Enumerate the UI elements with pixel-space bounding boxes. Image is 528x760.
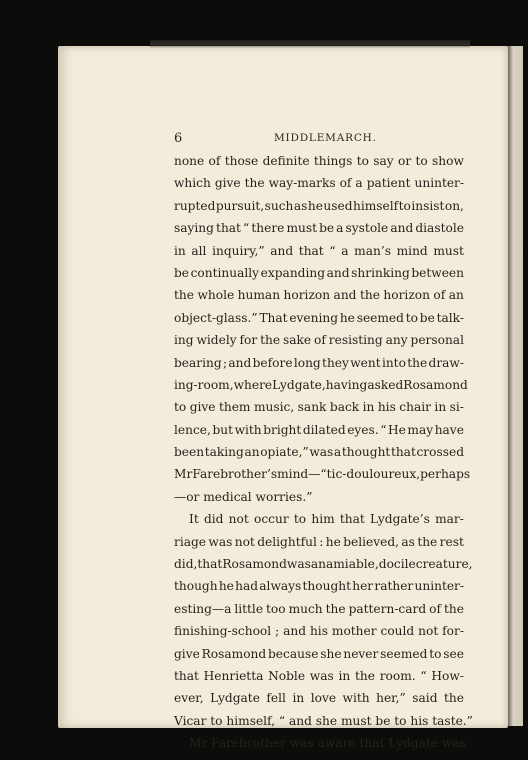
text-line: riage was not delightful : he believed, as the rest	[174, 534, 464, 549]
text-line: Mr Farebrother’s mind—“tic-douloureux, perhaps	[174, 467, 471, 482]
running-head	[174, 131, 464, 147]
text-line: ing widely for the sake of resisting any personal	[174, 333, 464, 348]
text-line: give Rosamond because she never seemed to see	[174, 646, 464, 661]
book-title: MIDDLEMARCH.	[274, 132, 377, 144]
text-line: —or medical worries.”	[174, 489, 313, 504]
text-line: Vicar to himself, “ and she must be to his taste.”	[174, 713, 473, 728]
text-line: which give the way-marks of a patient uninter-	[174, 176, 464, 191]
text-line: ing-room, where Lydgate, having asked Rosamond	[174, 377, 468, 392]
text-line: been taking an opiate,” was a thought that crossed	[174, 445, 464, 460]
text-line: in all inquiry,” and that “ a man’s mind must	[174, 243, 464, 258]
text-line: lence, but with bright dilated eyes. “ He may have	[174, 422, 464, 437]
text-line: be continually expanding and shrinking between	[174, 265, 464, 280]
text-line: did, that Rosamond was an amiable, docile creature,	[174, 557, 473, 572]
text-line: It did not occur to him that Lydgate’s mar-	[189, 512, 464, 527]
text-line: none of those definite things to say or to show	[174, 154, 464, 168]
text-line: Mr Farebrother was aware that Lydgate was	[189, 736, 466, 751]
text-line: ever, Lydgate fell in love with her,” said the	[174, 691, 464, 706]
text-line: finishing-school ; and his mother could not for-	[174, 624, 464, 639]
text-line: to give them music, sank back in his chair in si-	[174, 400, 464, 415]
text-line: though he had always thought her rather uninter-	[174, 579, 464, 594]
text-line: bearing ; and before long they went into the draw-	[174, 355, 464, 370]
text-line: saying that “ there must be a systole and diastole	[174, 221, 464, 236]
text-line: object-glass.” That evening he seemed to be talk-	[174, 310, 464, 325]
text-line: that Henrietta Noble was in the room. “ How-	[174, 668, 464, 683]
page-top-shadow	[150, 40, 470, 48]
body-text	[174, 150, 473, 755]
text-line: esting—a little too much the pattern-card of the	[174, 601, 464, 616]
page-number: 6	[174, 131, 183, 146]
text-line: rupted pursuit, such as he used himself to insist on,	[174, 198, 464, 213]
text-line: the whole human horizon and the horizon of an	[174, 288, 464, 303]
